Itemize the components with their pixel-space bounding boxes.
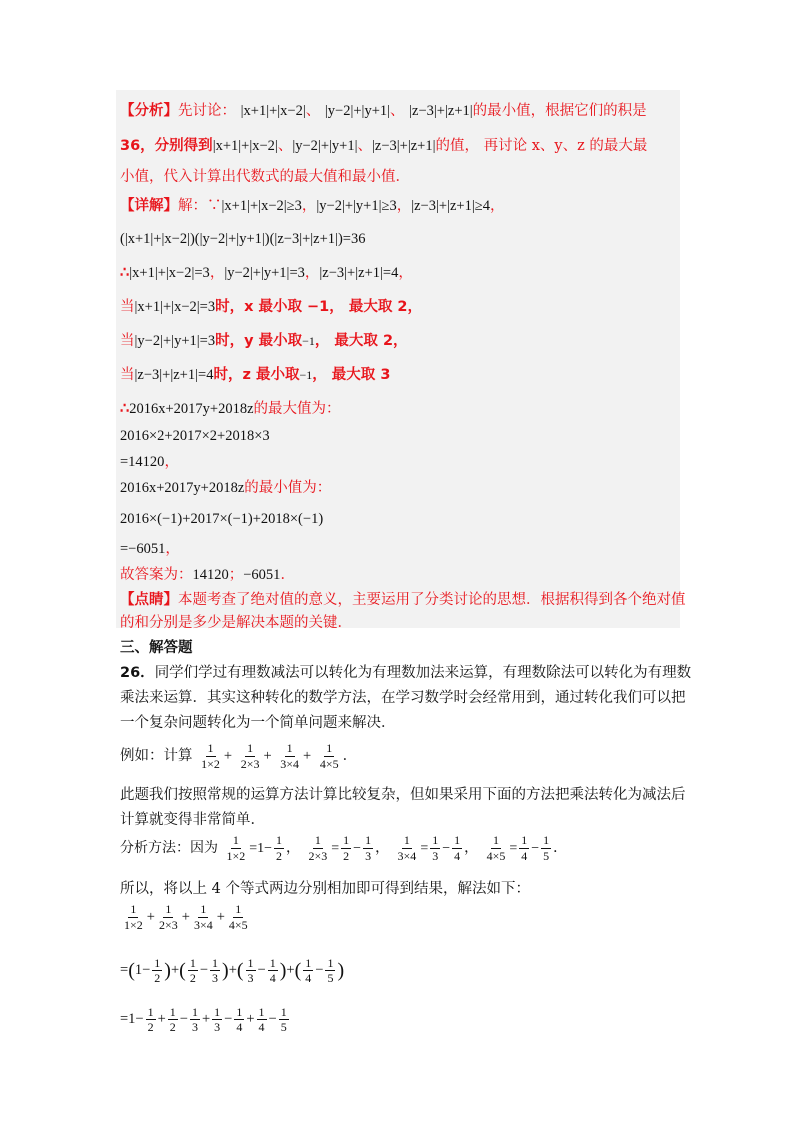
op: + xyxy=(157,1011,166,1027)
text: ； xyxy=(228,567,244,583)
math: |z−3|+|z+1|≥4 xyxy=(411,198,490,214)
op: − xyxy=(315,962,324,978)
math: (|x+1|+|x−2|)(|y−2|+|y+1|)(|z−3|+|z+1|)=36 xyxy=(120,231,366,247)
denominator: 2 xyxy=(343,848,350,863)
op: = xyxy=(120,962,129,978)
numerator: 1 xyxy=(232,832,239,847)
numerator: 1 xyxy=(130,901,137,916)
op: − xyxy=(142,962,151,978)
fraction xyxy=(341,834,351,862)
denominator: 2×3 xyxy=(308,848,328,863)
fraction xyxy=(239,742,262,770)
numerator: 1 xyxy=(147,1004,154,1019)
math: |y−2|+|y+1|=3 xyxy=(224,265,305,281)
op: + xyxy=(228,962,237,978)
math: |y−2|+|y+1|=3 xyxy=(134,333,216,349)
denominator: 4×5 xyxy=(228,917,248,932)
op: + xyxy=(216,909,225,925)
text: 分析方法：因为 xyxy=(120,840,218,856)
math: |x+1|+|x−2| xyxy=(240,103,306,119)
text: 当 xyxy=(120,367,135,383)
numerator: 1 xyxy=(327,955,334,970)
fraction xyxy=(541,834,551,862)
op: − xyxy=(353,841,362,856)
op: − xyxy=(199,962,209,978)
text: ， xyxy=(304,265,320,281)
text: 、 xyxy=(357,138,372,154)
denominator: 3 xyxy=(432,848,439,863)
numerator: 1 xyxy=(432,832,439,847)
text: 、 xyxy=(277,138,293,154)
fraction xyxy=(257,1006,267,1034)
text: ， xyxy=(209,265,225,281)
op: + xyxy=(263,748,272,764)
numerator: 1 xyxy=(326,740,333,755)
numerator: 1 xyxy=(247,740,254,755)
numerator: 1 xyxy=(343,832,350,847)
text: 、 xyxy=(390,103,405,119)
case-x xyxy=(120,296,422,318)
fraction xyxy=(192,903,215,931)
numerator: 1 xyxy=(258,1004,265,1019)
numerator: 1 xyxy=(189,955,196,970)
op: + xyxy=(246,1011,255,1027)
numerator: 1 xyxy=(154,955,161,970)
q26-line-1 xyxy=(120,662,691,684)
fraction xyxy=(199,742,222,770)
numerator: 1 xyxy=(286,740,293,755)
numerator: 1 xyxy=(235,901,242,916)
min-result xyxy=(120,538,180,560)
op: + xyxy=(223,748,233,764)
text: 、 xyxy=(305,103,321,119)
text: 的值， 再讨论 x、y、z 的最大最 xyxy=(435,138,648,154)
text: ， xyxy=(286,840,301,856)
numerator: 1 xyxy=(543,832,550,847)
math: −1 xyxy=(302,334,315,348)
math: |z−3|+|z+1| xyxy=(372,138,436,154)
math: |y−2|+|y+1|≥3 xyxy=(316,198,397,214)
text: ， 最大取 3 xyxy=(312,367,391,383)
denominator: 3 xyxy=(212,971,219,986)
math: 2016×2+2017×2+2018×3 xyxy=(120,428,270,444)
math: 14120 xyxy=(192,567,229,583)
text: 时，z 最小取 xyxy=(213,367,300,383)
analysis-line-2 xyxy=(120,135,647,157)
fraction xyxy=(303,957,313,985)
math: 2016×(−1)+2017×(−1)+2018×(−1) xyxy=(120,511,324,527)
op: =1− xyxy=(120,1011,144,1027)
text: 解：∵ xyxy=(178,198,222,214)
text: 当 xyxy=(120,299,135,315)
numerator: 1 xyxy=(191,1004,198,1019)
numerator: 1 xyxy=(212,955,219,970)
case-y xyxy=(120,330,408,352)
p2-line-2: 计算就变得非常简单． xyxy=(120,812,265,828)
op: − xyxy=(442,841,451,856)
numerator: 1 xyxy=(200,901,207,916)
fraction xyxy=(212,1006,222,1034)
method-line xyxy=(120,832,567,865)
text: 同学们学过有理数减法可以转化为有理数加法来运算，有理数除法可以转化为有理数 xyxy=(154,665,692,681)
numerator: 1 xyxy=(247,955,254,970)
example-line xyxy=(120,740,357,772)
math: |y−2|+|y+1| xyxy=(292,138,358,154)
numerator: 1 xyxy=(403,832,410,847)
text: 的最小值，根据它们的积是 xyxy=(472,103,647,119)
text: ∴ xyxy=(120,264,130,281)
analysis-line-1 xyxy=(120,100,647,122)
denominator: 2×3 xyxy=(240,756,260,771)
sum-line-1 xyxy=(120,900,252,934)
denominator: 4 xyxy=(269,971,276,986)
math: |z−3|+|z+1| xyxy=(409,103,473,119)
denominator: 2 xyxy=(189,971,196,986)
min-label-line xyxy=(120,477,331,499)
denominator: 3×4 xyxy=(193,917,213,932)
denominator: 3×4 xyxy=(280,756,300,771)
max-calc xyxy=(120,425,270,447)
fraction xyxy=(227,903,250,931)
fraction xyxy=(224,834,247,862)
fraction xyxy=(274,834,284,862)
op: − xyxy=(179,1011,188,1027)
denominator: 4 xyxy=(305,971,312,986)
fraction xyxy=(278,742,301,770)
denominator: 4×5 xyxy=(486,848,506,863)
denominator: 2 xyxy=(147,1020,154,1035)
detail-product xyxy=(120,228,365,250)
math: 2016x+2017y+2018z xyxy=(129,401,254,417)
op: − xyxy=(257,962,266,978)
text: 的最小值为： xyxy=(244,480,332,496)
fraction xyxy=(306,834,329,862)
denominator: 4 xyxy=(454,848,461,863)
q26-line-2: 乘法来运算．其实这种转化的数学方法，在学习数学时会经常用到，通过转化我们可以把 xyxy=(120,690,686,706)
sum-line-3 xyxy=(120,1002,291,1036)
case-z xyxy=(120,364,390,386)
detail-tag: 【详解】 xyxy=(120,197,178,214)
math: −1 xyxy=(299,368,313,382)
fraction xyxy=(363,834,373,862)
denominator: 3 xyxy=(247,971,254,986)
fraction xyxy=(452,834,462,862)
fraction xyxy=(234,1006,244,1034)
max-result xyxy=(120,451,179,473)
fraction xyxy=(168,1006,178,1034)
denominator: 2 xyxy=(154,971,161,986)
numerator: 1 xyxy=(169,1004,176,1019)
comment-line-2: 的和分别是多少是解决本题的关键． xyxy=(120,615,352,631)
fraction xyxy=(430,834,440,862)
op: = xyxy=(509,841,518,856)
math: 2016x+2017y+2018z xyxy=(120,480,245,496)
denominator: 5 xyxy=(280,1020,287,1035)
p2-line-1: 此题我们按照常规的运算方法计算比较复杂，但如果采用下面的方法把乘法转化为减法后 xyxy=(120,787,686,803)
denominator: 3×4 xyxy=(397,848,417,863)
analysis-tag: 【分析】 xyxy=(120,102,178,119)
denominator: 4 xyxy=(258,1020,265,1035)
fraction xyxy=(210,957,220,985)
math: =14120 xyxy=(120,454,165,470)
numerator: 1 xyxy=(276,832,283,847)
fraction xyxy=(152,957,162,985)
math: |y−2|+|y+1| xyxy=(324,103,391,119)
answer-line xyxy=(120,564,295,586)
fraction xyxy=(246,957,256,985)
op: − xyxy=(531,841,540,856)
numerator: 1 xyxy=(314,832,321,847)
text: ， xyxy=(301,198,317,214)
fraction xyxy=(190,1006,200,1034)
op: + xyxy=(286,962,295,978)
fraction xyxy=(122,903,145,931)
op: + xyxy=(201,1011,211,1027)
denominator: 1×2 xyxy=(226,848,246,863)
fraction xyxy=(396,834,419,862)
text: 本题考查了绝对值的意义，主要运用了分类讨论的思想．根据积得到各个绝对值 xyxy=(178,592,686,608)
text: 先讨论： xyxy=(178,103,236,119)
denominator: 3 xyxy=(214,1020,221,1035)
numerator: 1 xyxy=(305,955,312,970)
text: ． xyxy=(553,840,568,856)
text: ． xyxy=(342,748,358,764)
text: ， xyxy=(489,198,505,214)
fraction xyxy=(188,957,198,985)
denominator: 4 xyxy=(236,1020,243,1035)
text: ， xyxy=(375,840,390,856)
math: |z−3|+|z+1|=4 xyxy=(134,367,214,383)
numerator: 1 xyxy=(492,832,499,847)
math: |x+1|+|x−2| xyxy=(212,138,278,154)
comment-tag: 【点睛】 xyxy=(120,591,178,608)
op: − xyxy=(268,1011,277,1027)
op: =1− xyxy=(249,841,273,856)
math: −6051 xyxy=(243,567,281,583)
denominator: 2 xyxy=(169,1020,176,1035)
text: ∴ xyxy=(120,400,130,417)
text: 当 xyxy=(120,333,135,349)
numerator: 1 xyxy=(165,901,172,916)
op: + xyxy=(181,909,190,925)
fraction xyxy=(325,957,335,985)
op: − xyxy=(224,1011,233,1027)
numerator: 1 xyxy=(214,1004,221,1019)
denominator: 2 xyxy=(276,848,283,863)
text: ， xyxy=(165,541,180,557)
text: 的最大值为： xyxy=(253,401,341,417)
op: + xyxy=(170,962,180,978)
text: ， xyxy=(464,840,479,856)
text: 例如：计算 xyxy=(120,748,193,764)
text: 故答案为： xyxy=(120,567,193,583)
math: |x+1|+|x−2|≥3 xyxy=(221,198,302,214)
op: = xyxy=(331,841,340,856)
op: = xyxy=(420,841,429,856)
detail-therefore xyxy=(120,262,413,284)
denominator: 5 xyxy=(543,848,550,863)
analysis-line-3: 小值，代入计算出代数式的最大值和最小值． xyxy=(120,169,410,185)
section-title: 三、解答题 xyxy=(120,640,193,656)
numerator: 1 xyxy=(521,832,528,847)
sum-line-2: =(1− $\frac{1}{2}$ )+( $\frac{1}{2}$ − $\frac{1}{3}$ )+( $\frac{1}{3}$ − $\frac{1}{4}$ )+( $\frac{1}{4}$ − $\frac{1}{5}$ ) xyxy=(120,955,345,986)
numerator: 1 xyxy=(236,1004,243,1019)
denominator: 3 xyxy=(365,848,372,863)
denominator: 4 xyxy=(521,848,528,863)
denominator: 2×3 xyxy=(158,917,178,932)
math: |x+1|+|x−2|=3 xyxy=(129,265,210,281)
denominator: 5 xyxy=(327,971,334,986)
question-number: 26． xyxy=(120,665,155,681)
fraction xyxy=(268,957,278,985)
op: + xyxy=(303,748,312,764)
numerator: 1 xyxy=(269,955,276,970)
fraction xyxy=(279,1006,289,1034)
fraction xyxy=(146,1006,156,1034)
math: =−6051 xyxy=(120,541,166,557)
denominator: 1×2 xyxy=(124,917,143,932)
min-calc xyxy=(120,508,323,530)
text: ， xyxy=(164,454,179,470)
q26-line-3: 一个复杂问题转化为一个简单问题来解决． xyxy=(120,715,396,731)
max-label-line xyxy=(120,398,341,420)
math: |z−3|+|z+1|=4 xyxy=(319,265,399,281)
text: 时，x 最小取 −1， 最大取 2， xyxy=(215,299,422,315)
fraction xyxy=(485,834,508,862)
text: 时，y 最小取 xyxy=(215,333,303,349)
p3-line: 所以，将以上 4 个等式两边分别相加即可得到结果，解法如下： xyxy=(120,881,530,897)
detail-line-1 xyxy=(120,195,504,217)
numerator: 1 xyxy=(454,832,461,847)
denominator: 4×5 xyxy=(319,756,339,771)
fraction xyxy=(318,742,341,770)
numerator: 1 xyxy=(280,1004,287,1019)
text: 36，分别得到 xyxy=(120,138,213,154)
text: ， xyxy=(398,265,413,281)
text: ， 最大取 2， xyxy=(314,333,408,349)
denominator: 3 xyxy=(191,1020,198,1035)
fraction xyxy=(157,903,180,931)
text: ． xyxy=(280,567,295,583)
op: + xyxy=(146,909,155,925)
denominator: 1×2 xyxy=(201,756,220,771)
numerator: 1 xyxy=(207,740,214,755)
fraction xyxy=(519,834,529,862)
math: |x+1|+|x−2|=3 xyxy=(134,299,216,315)
comment-line-1 xyxy=(120,589,686,611)
text: ， xyxy=(396,198,412,214)
numerator: 1 xyxy=(365,832,372,847)
